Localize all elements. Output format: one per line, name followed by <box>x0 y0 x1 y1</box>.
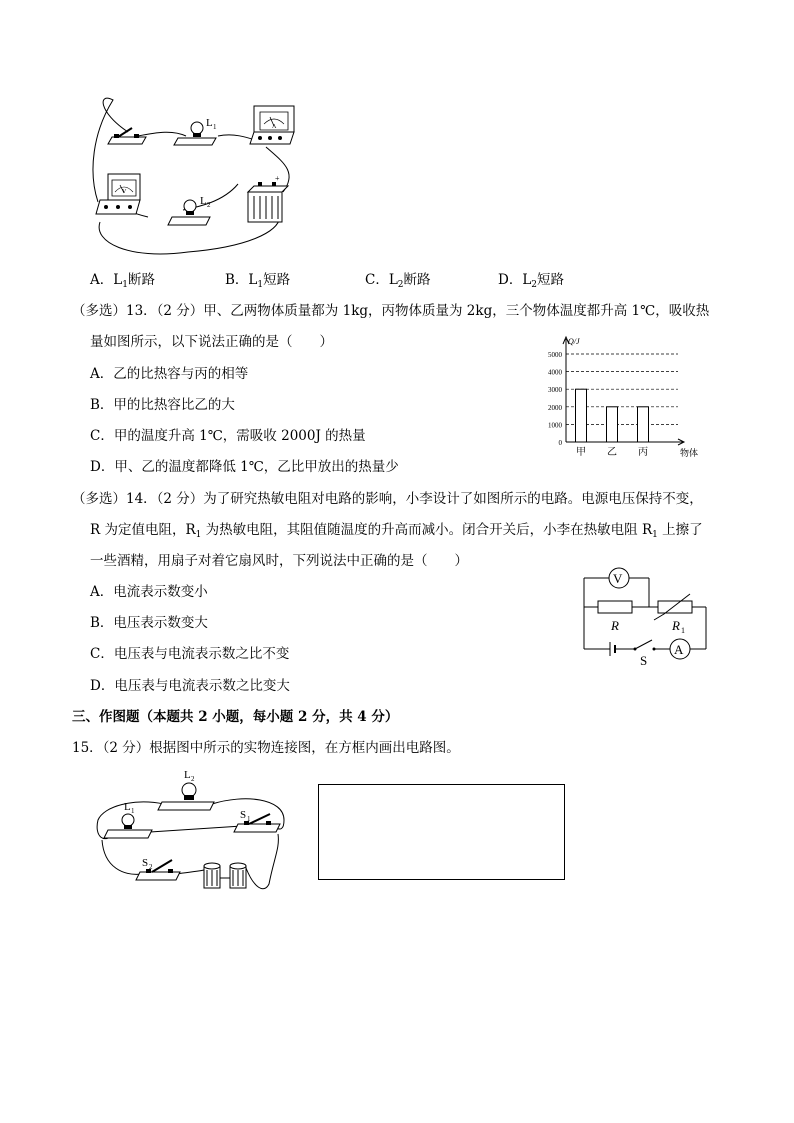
svg-text:S: S <box>240 809 247 821</box>
y-tick-label: 4000 <box>548 368 562 377</box>
bulb-l1-icon <box>104 801 152 838</box>
x-axis-label: 物体 <box>680 448 698 458</box>
q13-heat-chart <box>538 335 698 463</box>
svg-text:S: S <box>640 653 648 668</box>
bulb-l1-icon <box>174 117 217 145</box>
bar <box>638 407 649 442</box>
svg-text:R: R <box>611 618 619 633</box>
q12-option-b[interactable]: B．$L_1$短路 <box>225 272 291 290</box>
svg-text:L: L <box>206 117 213 129</box>
svg-text:1: 1 <box>213 123 217 131</box>
y-tick-label: 0 <box>558 439 562 447</box>
q12-option-c[interactable]: C．$L_2$断路 <box>365 272 431 290</box>
y-tick-label: 2000 <box>548 403 562 412</box>
voltmeter-icon <box>96 174 140 214</box>
svg-text:A: A <box>674 642 684 657</box>
bar <box>607 407 618 442</box>
bulb-l2-icon <box>158 769 214 810</box>
voltmeter-icon <box>609 568 629 588</box>
q14-line2: R 为定值电阻，$R_1$ 为热敏电阻，其阻值随温度的升高而减小。闭合开关后，小李在热敏电阻 $R_1$ 上擦了 <box>90 522 703 540</box>
svg-text:L: L <box>184 769 191 781</box>
svg-text:+: + <box>275 174 280 183</box>
q14-option-b[interactable]: B．电压表示数变大 <box>90 615 208 631</box>
switch-s1-icon <box>234 809 280 832</box>
q14-option-c[interactable]: C．电压表与电流表示数之比不变 <box>90 646 290 662</box>
ammeter-icon <box>250 106 294 144</box>
q13-line1: （多选）13．（2 分）甲、乙两物体质量都为 1kg，丙物体质量为 2kg，三个物体温度都升高 1℃，吸收热 <box>72 303 710 319</box>
q13-option-b[interactable]: B．甲的比热容比乙的大 <box>90 397 235 413</box>
q13-option-d[interactable]: D．甲、乙的温度都降低 1℃，乙比甲放出的热量少 <box>90 459 399 475</box>
svg-text:1: 1 <box>247 815 251 823</box>
q15-circuit-figure <box>94 768 294 898</box>
y-tick-label: 3000 <box>548 386 562 395</box>
svg-text:V: V <box>613 571 623 586</box>
svg-text:1: 1 <box>681 626 685 635</box>
y-axis-label: Q/J <box>568 337 580 346</box>
resistor-r-icon <box>598 601 632 633</box>
bulb-l2-icon <box>168 195 211 225</box>
q14-option-d[interactable]: D．电压表与电流表示数之比变大 <box>90 678 290 694</box>
q12-option-d[interactable]: D．$L_2$短路 <box>498 272 565 290</box>
q14-line1: （多选）14．（2 分）为了研究热敏电阻对电路的影响，小李设计了如图所示的电路。电源电压保持不变， <box>72 491 703 507</box>
switch-icon <box>634 640 656 668</box>
q12-option-a[interactable]: A．$L_1$断路 <box>90 272 155 290</box>
svg-text:2: 2 <box>191 775 195 783</box>
svg-text:L: L <box>200 195 207 207</box>
x-tick-label: 丙 <box>638 447 648 458</box>
q15-answer-box[interactable] <box>318 784 565 880</box>
ammeter-icon <box>670 639 690 659</box>
q13-line2: 量如图所示，以下说法正确的是（ ） <box>90 334 333 350</box>
svg-text:S: S <box>142 857 149 869</box>
svg-text:A: A <box>272 124 277 130</box>
battery-icon <box>610 642 615 656</box>
q14-option-a[interactable]: A．电流表示数变小 <box>90 584 208 600</box>
battery-icon <box>248 174 288 222</box>
switch-s2-icon <box>136 857 180 880</box>
svg-text:V: V <box>122 189 127 195</box>
svg-text:2: 2 <box>149 863 153 871</box>
x-tick-label: 甲 <box>576 447 586 458</box>
q13-option-c[interactable]: C．甲的温度升高 1℃，需吸收 2000J 的热量 <box>90 428 366 444</box>
svg-text:2: 2 <box>207 201 211 209</box>
section-3-title: 三、作图题（本题共 2 小题，每小题 2 分，共 4 分） <box>72 709 399 725</box>
q14-circuit-diagram <box>574 562 714 670</box>
q12-circuit-figure <box>88 92 303 262</box>
y-tick-label: 5000 <box>548 351 562 359</box>
battery-cells-icon <box>204 863 246 888</box>
bar <box>576 389 587 442</box>
q14-line3: 一些酒精，用扇子对着它扇风时，下列说法中正确的是（ ） <box>90 553 468 569</box>
thermistor-r1-icon <box>654 594 692 635</box>
q15-text: 15．（2 分）根据图中所示的实物连接图，在方框内画出电路图。 <box>72 740 460 756</box>
svg-text:R: R <box>672 618 680 633</box>
svg-text:1: 1 <box>131 807 135 815</box>
x-tick-label: 乙 <box>607 447 617 458</box>
q13-option-a[interactable]: A．乙的比热容与丙的相等 <box>90 366 249 382</box>
y-tick-label: 1000 <box>548 421 562 430</box>
svg-text:L: L <box>124 801 131 813</box>
